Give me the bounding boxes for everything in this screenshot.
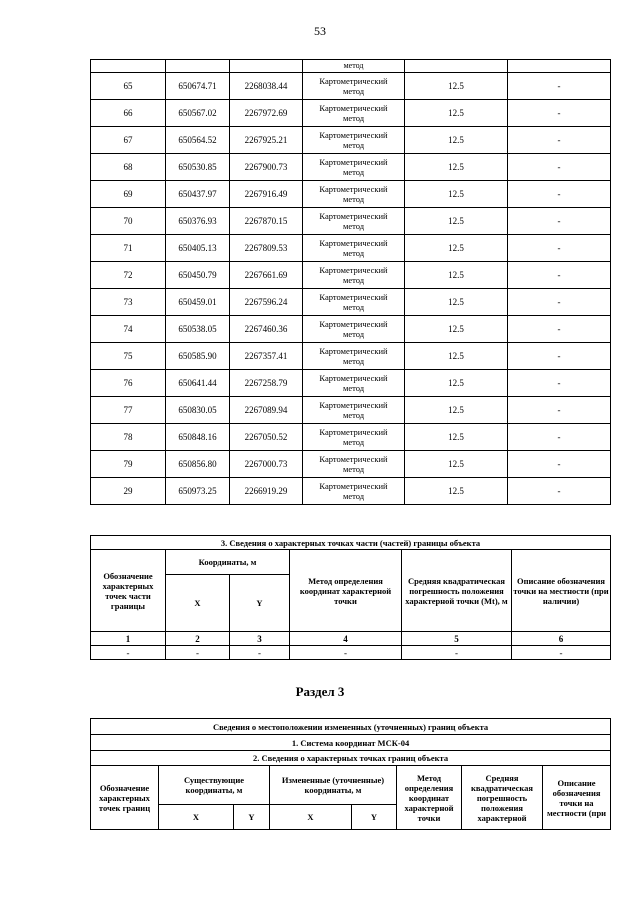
table-row (91, 478, 611, 505)
empty-cell: - (402, 646, 512, 660)
point-number: 70 (91, 208, 166, 235)
col-number: 1 (91, 632, 166, 646)
x-coordinate: 650405.13 (166, 235, 230, 262)
table-row (91, 100, 611, 127)
point-description: - (508, 73, 611, 100)
point-description: - (508, 370, 611, 397)
table-row (91, 262, 611, 289)
y-coordinate: 2267916.49 (230, 181, 303, 208)
table-title-row (91, 536, 611, 550)
method (303, 397, 405, 424)
y-coordinate: 2267661.69 (230, 262, 303, 289)
column-numbers-row (91, 632, 611, 646)
header-method: Метод определения координат характерной точки (397, 766, 462, 830)
method-line: метод (342, 383, 365, 393)
method-line: Картометрический (319, 103, 388, 113)
point-number: 77 (91, 397, 166, 424)
mt-value: 12.5 (405, 235, 508, 262)
method-cell: метод (303, 60, 405, 73)
mt-value: 12.5 (405, 451, 508, 478)
mt-value: 12.5 (405, 127, 508, 154)
table-row (91, 73, 611, 100)
point-description: - (508, 262, 611, 289)
point-description: - (508, 451, 611, 478)
x-coordinate: 650564.52 (166, 127, 230, 154)
mt-value: 12.5 (405, 316, 508, 343)
y-coordinate: 2267000.73 (230, 451, 303, 478)
point-description: - (508, 100, 611, 127)
mt-value: 12.5 (405, 262, 508, 289)
subtitle-row (91, 751, 611, 766)
empty-cell: - (290, 646, 402, 660)
header-desc: Описание обозначения точки на местности (при наличии) (512, 550, 611, 632)
point-description: - (508, 424, 611, 451)
method-line: метод (342, 329, 365, 339)
method (303, 424, 405, 451)
point-description: - (508, 343, 611, 370)
method-line: Картометрический (319, 76, 388, 86)
point-description: - (508, 397, 611, 424)
method-line: Картометрический (319, 238, 388, 248)
method-line: метод (342, 275, 365, 285)
y-coordinate: 2267900.73 (230, 154, 303, 181)
point-number: 72 (91, 262, 166, 289)
table-title: 3. Сведения о характерных точках части (частей) границы объекта (91, 536, 611, 550)
x-coordinate: 650459.01 (166, 289, 230, 316)
x-coordinate: 650530.85 (166, 154, 230, 181)
method (303, 316, 405, 343)
method (303, 181, 405, 208)
method-line: Картометрический (319, 292, 388, 302)
col-number: 3 (230, 632, 290, 646)
header-x: X (159, 805, 234, 830)
header-row (91, 550, 611, 575)
header-desc: Описание обозначения точки на местности (при (543, 766, 611, 830)
method-line: Картометрический (319, 427, 388, 437)
x-coordinate: 650641.44 (166, 370, 230, 397)
table-row (91, 316, 611, 343)
empty-cell: - (512, 646, 611, 660)
method-line: метод (342, 194, 365, 204)
empty-cell: - (91, 646, 166, 660)
method (303, 100, 405, 127)
mt-value: 12.5 (405, 181, 508, 208)
header-x: X (270, 805, 352, 830)
mt-value: 12.5 (405, 208, 508, 235)
method-line: Картометрический (319, 265, 388, 275)
method-line: Картометрический (319, 319, 388, 329)
point-description: - (508, 127, 611, 154)
header-row (91, 766, 611, 805)
method-line: метод (342, 221, 365, 231)
point-number: 68 (91, 154, 166, 181)
point-number: 65 (91, 73, 166, 100)
page-number: 53 (314, 24, 326, 38)
empty-cell: - (230, 646, 290, 660)
method-line: Картометрический (319, 157, 388, 167)
y-coordinate: 2267357.41 (230, 343, 303, 370)
table-row (91, 343, 611, 370)
point-description: - (508, 181, 611, 208)
point-number: 67 (91, 127, 166, 154)
header-mt: Средняя квадратическая погрешность положения характерной точки (Mt), м (402, 550, 512, 632)
point-description: - (508, 208, 611, 235)
point-description: - (508, 316, 611, 343)
header-mt: Средняя квадратическая погрешность положения характерной (462, 766, 543, 830)
method-line: Картометрический (319, 211, 388, 221)
header-changed: Измененные (уточненные) координаты, м (270, 766, 397, 805)
points-subtitle: 2. Сведения о характерных точках границ объекта (91, 751, 611, 766)
subtitle-row (91, 735, 611, 751)
mt-value: 12.5 (405, 478, 508, 505)
header-x: X (166, 575, 230, 632)
method-line: Картометрический (319, 481, 388, 491)
mt-value: 12.5 (405, 424, 508, 451)
header-method: Метод определения координат характерной точки (290, 550, 402, 632)
table-row (91, 424, 611, 451)
mt-value: 12.5 (405, 100, 508, 127)
method-line: Картометрический (319, 130, 388, 140)
point-description: - (508, 154, 611, 181)
table-row (91, 208, 611, 235)
x-coordinate: 650848.16 (166, 424, 230, 451)
table-row-continuation (91, 60, 611, 73)
method-line: Картометрический (319, 373, 388, 383)
mt-value: 12.5 (405, 370, 508, 397)
mt-value: 12.5 (405, 73, 508, 100)
header-y: Y (234, 805, 270, 830)
method-line: Картометрический (319, 454, 388, 464)
method-line: Картометрический (319, 346, 388, 356)
section-title: Раздел 3 (295, 684, 345, 699)
x-coordinate: 650973.25 (166, 478, 230, 505)
method (303, 262, 405, 289)
table-row (91, 397, 611, 424)
changed-boundaries-table (90, 718, 611, 830)
header-existing: Существующие координаты, м (159, 766, 270, 805)
point-number: 79 (91, 451, 166, 478)
table-row (91, 181, 611, 208)
point-description: - (508, 289, 611, 316)
point-description: - (508, 478, 611, 505)
method (303, 451, 405, 478)
y-coordinate: 2267050.52 (230, 424, 303, 451)
col-number: 4 (290, 632, 402, 646)
table-row (91, 451, 611, 478)
table-row (91, 127, 611, 154)
x-coordinate: 650437.97 (166, 181, 230, 208)
header-point: Обозначение характерных точек части границы (91, 550, 166, 632)
x-coordinate: 650674.71 (166, 73, 230, 100)
point-number: 76 (91, 370, 166, 397)
y-coordinate: 2267809.53 (230, 235, 303, 262)
mt-value: 12.5 (405, 289, 508, 316)
method (303, 235, 405, 262)
table-title: Сведения о местоположении измененных (уточненных) границ объекта (91, 719, 611, 735)
x-coordinate: 650538.05 (166, 316, 230, 343)
table-row (91, 370, 611, 397)
x-coordinate: 650567.02 (166, 100, 230, 127)
method (303, 127, 405, 154)
point-number: 66 (91, 100, 166, 127)
method (303, 154, 405, 181)
table-title-row (91, 719, 611, 735)
x-coordinate: 650376.93 (166, 208, 230, 235)
method (303, 343, 405, 370)
point-number: 69 (91, 181, 166, 208)
x-coordinate: 650856.80 (166, 451, 230, 478)
method-line: метод (342, 356, 365, 366)
method-line: метод (342, 437, 365, 447)
y-coordinate: 2267870.15 (230, 208, 303, 235)
point-number: 71 (91, 235, 166, 262)
point-number: 74 (91, 316, 166, 343)
point-number: 78 (91, 424, 166, 451)
mt-value: 12.5 (405, 154, 508, 181)
method (303, 73, 405, 100)
method-line: Картометрический (319, 400, 388, 410)
table-row (91, 154, 611, 181)
y-coordinate: 2267258.79 (230, 370, 303, 397)
point-number: 29 (91, 478, 166, 505)
x-coordinate: 650830.05 (166, 397, 230, 424)
y-coordinate: 2268038.44 (230, 73, 303, 100)
header-coords: Координаты, м (166, 550, 290, 575)
method-line: метод (342, 167, 365, 177)
x-coordinate: 650450.79 (166, 262, 230, 289)
coordinate-system: 1. Система координат МСК-04 (91, 735, 611, 751)
point-number: 75 (91, 343, 166, 370)
method-line: метод (342, 86, 365, 96)
method-line: метод (342, 491, 365, 501)
point-number: 73 (91, 289, 166, 316)
part-boundary-table (90, 535, 611, 660)
empty-cell: - (166, 646, 230, 660)
y-coordinate: 2267089.94 (230, 397, 303, 424)
header-point: Обозначение характерных точек границ (91, 766, 159, 830)
y-coordinate: 2267460.36 (230, 316, 303, 343)
method-line: метод (342, 464, 365, 474)
empty-data-row (91, 646, 611, 660)
y-coordinate: 2267925.21 (230, 127, 303, 154)
method (303, 289, 405, 316)
method-line: метод (342, 410, 365, 420)
point-description: - (508, 235, 611, 262)
table-row (91, 289, 611, 316)
method-line: метод (342, 140, 365, 150)
mt-value: 12.5 (405, 397, 508, 424)
table-row (91, 235, 611, 262)
method (303, 370, 405, 397)
mt-value: 12.5 (405, 343, 508, 370)
method-line: метод (342, 248, 365, 258)
method (303, 208, 405, 235)
method (303, 478, 405, 505)
header-y: Y (352, 805, 397, 830)
header-y: Y (230, 575, 290, 632)
col-number: 5 (402, 632, 512, 646)
y-coordinate: 2266919.29 (230, 478, 303, 505)
col-number: 6 (512, 632, 611, 646)
y-coordinate: 2267972.69 (230, 100, 303, 127)
points-table (90, 59, 611, 505)
method-line: Картометрический (319, 184, 388, 194)
y-coordinate: 2267596.24 (230, 289, 303, 316)
col-number: 2 (166, 632, 230, 646)
method-line: метод (342, 302, 365, 312)
method-line: метод (342, 113, 365, 123)
x-coordinate: 650585.90 (166, 343, 230, 370)
